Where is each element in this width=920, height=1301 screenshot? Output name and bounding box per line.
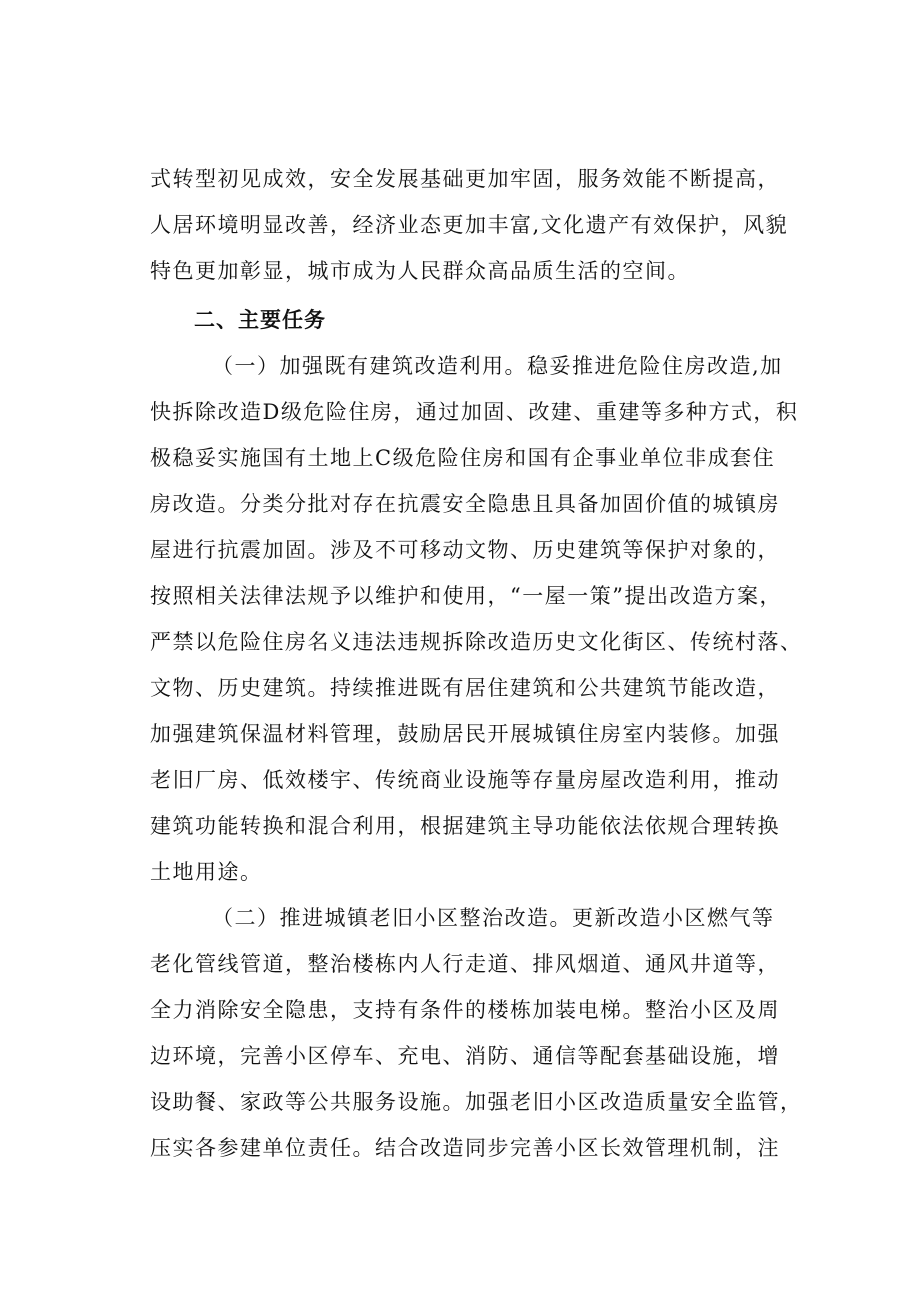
paragraph-line: （一）加强既有建筑改造利用。稳妥推进危险住房改造,加 (212, 354, 783, 378)
paragraph-line: 全力消除安全隐患，支持有条件的楼栋加装电梯。整治小区及周 (150, 998, 780, 1022)
section-heading: 二、主要任务 (194, 308, 326, 332)
paragraph-line: 快拆除改造D级危险住房，通过加固、改建、重建等多种方式，积 (150, 400, 799, 424)
paragraph-line: 老旧厂房、低效楼宇、传统商业设施等存量房屋改造利用，推动 (150, 768, 780, 792)
document-body (150, 156, 810, 1171)
paragraph-2 (150, 895, 810, 1171)
paragraph-line: 严禁以危险住房名义违法违规拆除改造历史文化街区、传统村落、 (150, 630, 803, 654)
paragraph-line: 压实各参建单位责任。结合改造同步完善小区长效管理机制，注 (150, 1136, 780, 1160)
paragraph-line: 土地用途。 (150, 860, 263, 884)
paragraph-line: 屋进行抗震加固。涉及不可移动文物、历史建筑等保护对象的， (150, 538, 780, 562)
paragraph-line: （二）推进城镇老旧小区整治改造。更新改造小区燃气等 (212, 906, 775, 930)
paragraph-line: 文物、历史建筑。持续推进既有居住建筑和公共建筑节能改造， (150, 676, 780, 700)
paragraph-line: 特色更加彰显，城市成为人民群众高品质生活的空间。 (150, 259, 690, 283)
paragraph-line: 边环境，完善小区停车、充电、消防、通信等配套基础设施，增 (150, 1044, 780, 1068)
paragraph-line: 老化管线管道，整治楼栋内人行走道、排风烟道、通风井道等， (150, 952, 780, 976)
paragraph-line: 人居环境明显改善，经济业态更加丰富,文化遗产有效保护，风貌 (150, 213, 789, 237)
paragraph-line: 加强建筑保温材料管理，鼓励居民开展城镇住房室内装修。加强 (150, 722, 780, 746)
paragraph-1 (150, 343, 810, 895)
paragraph-line: 建筑功能转换和混合利用，根据建筑主导功能依法依规合理转换 (150, 814, 780, 838)
paragraph-line: 设助餐、家政等公共服务设施。加强老旧小区改造质量安全监管， (150, 1090, 803, 1114)
paragraph-line: 按照相关法律法规予以维护和使用，“一屋一策”提出改造方案， (150, 584, 782, 608)
paragraph-intro (150, 156, 810, 294)
paragraph-line: 式转型初见成效，安全发展基础更加牢固，服务效能不断提高， (150, 167, 780, 191)
paragraph-line: 极稳妥实施国有土地上C级危险住房和国有企事业单位非成套住 (150, 446, 776, 470)
paragraph-line: 房改造。分类分批对存在抗震安全隐患且具备加固价值的城镇房 (150, 492, 780, 516)
